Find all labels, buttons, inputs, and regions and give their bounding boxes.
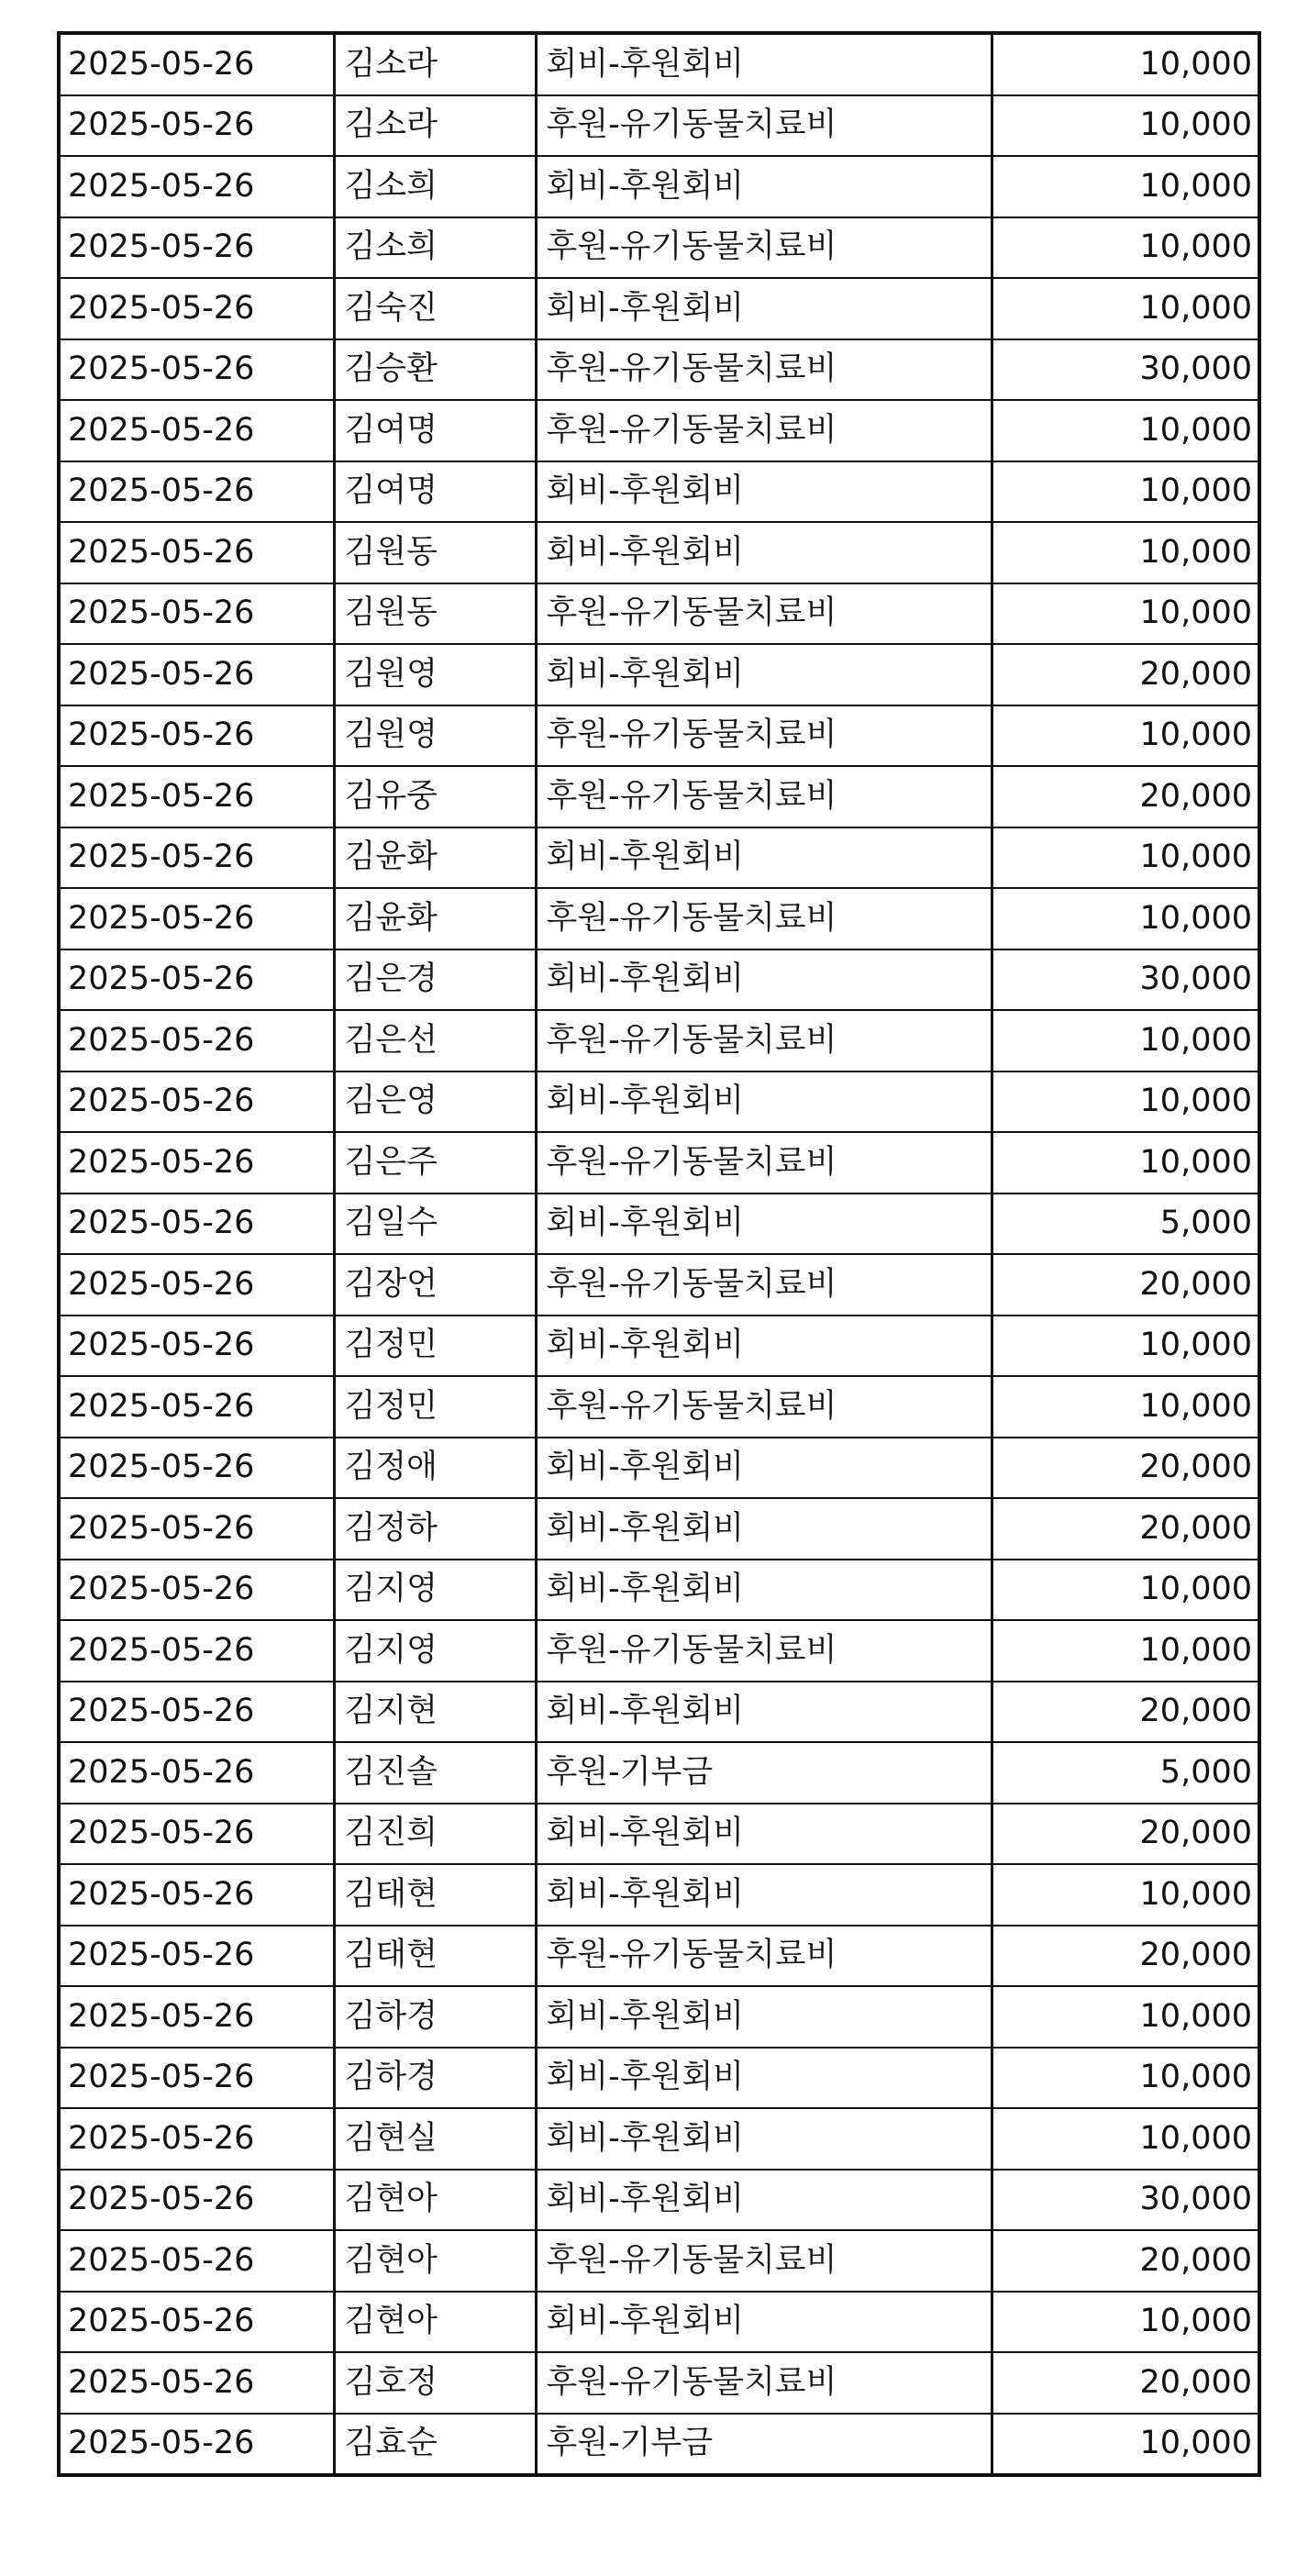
category-cell: 회비-후원회비 (536, 1316, 992, 1377)
category-cell: 후원-유기동물치료비 (536, 217, 992, 279)
donor-name-cell: 김여명 (334, 461, 536, 523)
table-row (59, 2352, 1259, 2414)
table-row (59, 2292, 1259, 2353)
category-cell: 후원-유기동물치료비 (536, 1254, 992, 1316)
table-row (59, 1804, 1259, 1865)
table-row (59, 2414, 1259, 2476)
donor-name-cell: 김소라 (334, 33, 536, 95)
donation-ledger-table (57, 31, 1261, 2477)
amount-cell: 10,000 (992, 1316, 1259, 1377)
category-cell: 회비-후원회비 (536, 1438, 992, 1499)
amount-cell: 10,000 (992, 705, 1259, 767)
date-cell: 2025-05-26 (59, 217, 334, 279)
date-cell: 2025-05-26 (59, 2230, 334, 2292)
category-cell: 회비-후원회비 (536, 2108, 992, 2170)
table-row (59, 1316, 1259, 1377)
date-cell: 2025-05-26 (59, 400, 334, 461)
table-row (59, 95, 1259, 157)
date-cell: 2025-05-26 (59, 1498, 334, 1560)
table-row (59, 1132, 1259, 1194)
category-cell: 회비-후원회비 (536, 1986, 992, 2048)
donor-name-cell: 김유중 (334, 766, 536, 827)
amount-cell: 10,000 (992, 888, 1259, 949)
date-cell: 2025-05-26 (59, 2292, 334, 2353)
category-cell: 후원-유기동물치료비 (536, 1132, 992, 1194)
date-cell: 2025-05-26 (59, 827, 334, 889)
category-cell: 회비-후원회비 (536, 1804, 992, 1865)
amount-cell: 5,000 (992, 1742, 1259, 1804)
amount-cell: 20,000 (992, 1438, 1259, 1499)
amount-cell: 20,000 (992, 644, 1259, 705)
amount-cell: 20,000 (992, 1926, 1259, 1987)
date-cell: 2025-05-26 (59, 2108, 334, 2170)
amount-cell: 10,000 (992, 156, 1259, 217)
donor-name-cell: 김숙진 (334, 278, 536, 339)
donor-name-cell: 김정민 (334, 1376, 536, 1438)
category-cell: 회비-후원회비 (536, 33, 992, 95)
donor-name-cell: 김하경 (334, 1986, 536, 2048)
date-cell: 2025-05-26 (59, 1438, 334, 1499)
date-cell: 2025-05-26 (59, 2414, 334, 2476)
amount-cell: 10,000 (992, 1560, 1259, 1621)
donor-name-cell: 김원영 (334, 644, 536, 705)
table-row (59, 705, 1259, 767)
donor-name-cell: 김원동 (334, 522, 536, 583)
table-row (59, 1194, 1259, 1255)
table-row (59, 461, 1259, 523)
date-cell: 2025-05-26 (59, 1194, 334, 1255)
table-row (59, 644, 1259, 705)
amount-cell: 20,000 (992, 1498, 1259, 1560)
table-row (59, 339, 1259, 401)
date-cell: 2025-05-26 (59, 33, 334, 95)
donor-name-cell: 김은경 (334, 949, 536, 1011)
category-cell: 회비-후원회비 (536, 1682, 992, 1743)
amount-cell: 20,000 (992, 2230, 1259, 2292)
amount-cell: 10,000 (992, 278, 1259, 339)
donor-name-cell: 김현아 (334, 2230, 536, 2292)
table-row (59, 1254, 1259, 1316)
donor-name-cell: 김효순 (334, 2414, 536, 2476)
amount-cell: 10,000 (992, 400, 1259, 461)
date-cell: 2025-05-26 (59, 705, 334, 767)
category-cell: 회비-후원회비 (536, 1071, 992, 1133)
table-row (59, 400, 1259, 461)
ledger-body (59, 33, 1259, 2475)
table-row (59, 1986, 1259, 2048)
donor-name-cell: 김소희 (334, 217, 536, 279)
amount-cell: 10,000 (992, 2292, 1259, 2353)
category-cell: 후원-유기동물치료비 (536, 2352, 992, 2414)
table-row (59, 1682, 1259, 1743)
category-cell: 회비-후원회비 (536, 1194, 992, 1255)
date-cell: 2025-05-26 (59, 949, 334, 1011)
date-cell: 2025-05-26 (59, 1804, 334, 1865)
category-cell: 후원-유기동물치료비 (536, 1376, 992, 1438)
amount-cell: 10,000 (992, 1864, 1259, 1926)
donor-name-cell: 김일수 (334, 1194, 536, 1255)
table-row (59, 1010, 1259, 1071)
amount-cell: 10,000 (992, 1132, 1259, 1194)
table-row (59, 1926, 1259, 1987)
table-row (59, 1560, 1259, 1621)
donor-name-cell: 김은선 (334, 1010, 536, 1071)
table-row (59, 949, 1259, 1011)
date-cell: 2025-05-26 (59, 1742, 334, 1804)
category-cell: 회비-후원회비 (536, 522, 992, 583)
amount-cell: 10,000 (992, 522, 1259, 583)
amount-cell: 10,000 (992, 1986, 1259, 2048)
category-cell: 후원-유기동물치료비 (536, 95, 992, 157)
amount-cell: 10,000 (992, 1620, 1259, 1682)
category-cell: 회비-후원회비 (536, 2170, 992, 2231)
date-cell: 2025-05-26 (59, 1254, 334, 1316)
category-cell: 회비-후원회비 (536, 2292, 992, 2353)
date-cell: 2025-05-26 (59, 1560, 334, 1621)
donor-name-cell: 김원영 (334, 705, 536, 767)
category-cell: 회비-후원회비 (536, 2048, 992, 2109)
table-row (59, 1071, 1259, 1133)
category-cell: 회비-후원회비 (536, 644, 992, 705)
donor-name-cell: 김은주 (334, 1132, 536, 1194)
amount-cell: 10,000 (992, 827, 1259, 889)
date-cell: 2025-05-26 (59, 2048, 334, 2109)
date-cell: 2025-05-26 (59, 583, 334, 645)
category-cell: 후원-기부금 (536, 1742, 992, 1804)
table-row (59, 2108, 1259, 2170)
donor-name-cell: 김현실 (334, 2108, 536, 2170)
date-cell: 2025-05-26 (59, 2352, 334, 2414)
category-cell: 후원-유기동물치료비 (536, 1926, 992, 1987)
category-cell: 후원-유기동물치료비 (536, 705, 992, 767)
date-cell: 2025-05-26 (59, 1926, 334, 1987)
table-row (59, 2048, 1259, 2109)
amount-cell: 5,000 (992, 1194, 1259, 1255)
donor-name-cell: 김하경 (334, 2048, 536, 2109)
table-row (59, 2170, 1259, 2231)
category-cell: 후원-유기동물치료비 (536, 2230, 992, 2292)
amount-cell: 20,000 (992, 2352, 1259, 2414)
date-cell: 2025-05-26 (59, 1376, 334, 1438)
table-row (59, 156, 1259, 217)
amount-cell: 10,000 (992, 461, 1259, 523)
amount-cell: 10,000 (992, 217, 1259, 279)
donor-name-cell: 김태현 (334, 1864, 536, 1926)
date-cell: 2025-05-26 (59, 278, 334, 339)
date-cell: 2025-05-26 (59, 1316, 334, 1377)
table-row (59, 1376, 1259, 1438)
donor-name-cell: 김장언 (334, 1254, 536, 1316)
amount-cell: 10,000 (992, 1376, 1259, 1438)
amount-cell: 10,000 (992, 2048, 1259, 2109)
date-cell: 2025-05-26 (59, 1071, 334, 1133)
table-row (59, 1742, 1259, 1804)
donor-name-cell: 김현아 (334, 2170, 536, 2231)
table-row (59, 33, 1259, 95)
donor-name-cell: 김지영 (334, 1560, 536, 1621)
donor-name-cell: 김진솔 (334, 1742, 536, 1804)
date-cell: 2025-05-26 (59, 644, 334, 705)
donor-name-cell: 김태현 (334, 1926, 536, 1987)
category-cell: 후원-유기동물치료비 (536, 888, 992, 949)
category-cell: 회비-후원회비 (536, 1864, 992, 1926)
category-cell: 후원-유기동물치료비 (536, 583, 992, 645)
amount-cell: 10,000 (992, 1010, 1259, 1071)
date-cell: 2025-05-26 (59, 95, 334, 157)
table-row (59, 888, 1259, 949)
amount-cell: 20,000 (992, 766, 1259, 827)
table-row (59, 278, 1259, 339)
donor-name-cell: 김정애 (334, 1438, 536, 1499)
donor-name-cell: 김정민 (334, 1316, 536, 1377)
table-row (59, 1498, 1259, 1560)
category-cell: 회비-후원회비 (536, 1498, 992, 1560)
donor-name-cell: 김은영 (334, 1071, 536, 1133)
table-row (59, 1620, 1259, 1682)
donor-name-cell: 김지영 (334, 1620, 536, 1682)
amount-cell: 30,000 (992, 339, 1259, 401)
donor-name-cell: 김여명 (334, 400, 536, 461)
date-cell: 2025-05-26 (59, 1864, 334, 1926)
date-cell: 2025-05-26 (59, 1132, 334, 1194)
donor-name-cell: 김호정 (334, 2352, 536, 2414)
date-cell: 2025-05-26 (59, 522, 334, 583)
table-row (59, 766, 1259, 827)
amount-cell: 20,000 (992, 1682, 1259, 1743)
amount-cell: 10,000 (992, 2108, 1259, 2170)
donor-name-cell: 김지현 (334, 1682, 536, 1743)
category-cell: 회비-후원회비 (536, 461, 992, 523)
date-cell: 2025-05-26 (59, 766, 334, 827)
amount-cell: 30,000 (992, 949, 1259, 1011)
table-row (59, 827, 1259, 889)
table-row (59, 583, 1259, 645)
donor-name-cell: 김소희 (334, 156, 536, 217)
donor-name-cell: 김승환 (334, 339, 536, 401)
donor-name-cell: 김윤화 (334, 827, 536, 889)
date-cell: 2025-05-26 (59, 1010, 334, 1071)
table-row (59, 2230, 1259, 2292)
date-cell: 2025-05-26 (59, 1682, 334, 1743)
amount-cell: 20,000 (992, 1254, 1259, 1316)
donor-name-cell: 김현아 (334, 2292, 536, 2353)
table-row (59, 1438, 1259, 1499)
category-cell: 후원-유기동물치료비 (536, 766, 992, 827)
amount-cell: 10,000 (992, 2414, 1259, 2476)
table-row (59, 522, 1259, 583)
category-cell: 회비-후원회비 (536, 827, 992, 889)
category-cell: 후원-유기동물치료비 (536, 1620, 992, 1682)
donor-name-cell: 김정하 (334, 1498, 536, 1560)
amount-cell: 10,000 (992, 95, 1259, 157)
date-cell: 2025-05-26 (59, 461, 334, 523)
table-row (59, 217, 1259, 279)
table-row (59, 1864, 1259, 1926)
amount-cell: 10,000 (992, 583, 1259, 645)
date-cell: 2025-05-26 (59, 1986, 334, 2048)
category-cell: 회비-후원회비 (536, 1560, 992, 1621)
date-cell: 2025-05-26 (59, 156, 334, 217)
date-cell: 2025-05-26 (59, 1620, 334, 1682)
donor-name-cell: 김소라 (334, 95, 536, 157)
donor-name-cell: 김진희 (334, 1804, 536, 1865)
donor-name-cell: 김원동 (334, 583, 536, 645)
category-cell: 회비-후원회비 (536, 278, 992, 339)
date-cell: 2025-05-26 (59, 2170, 334, 2231)
date-cell: 2025-05-26 (59, 888, 334, 949)
category-cell: 후원-유기동물치료비 (536, 400, 992, 461)
category-cell: 후원-유기동물치료비 (536, 1010, 992, 1071)
amount-cell: 20,000 (992, 1804, 1259, 1865)
donor-name-cell: 김윤화 (334, 888, 536, 949)
category-cell: 회비-후원회비 (536, 156, 992, 217)
category-cell: 후원-기부금 (536, 2414, 992, 2476)
category-cell: 회비-후원회비 (536, 949, 992, 1011)
amount-cell: 10,000 (992, 33, 1259, 95)
amount-cell: 10,000 (992, 1071, 1259, 1133)
amount-cell: 30,000 (992, 2170, 1259, 2231)
date-cell: 2025-05-26 (59, 339, 334, 401)
category-cell: 후원-유기동물치료비 (536, 339, 992, 401)
